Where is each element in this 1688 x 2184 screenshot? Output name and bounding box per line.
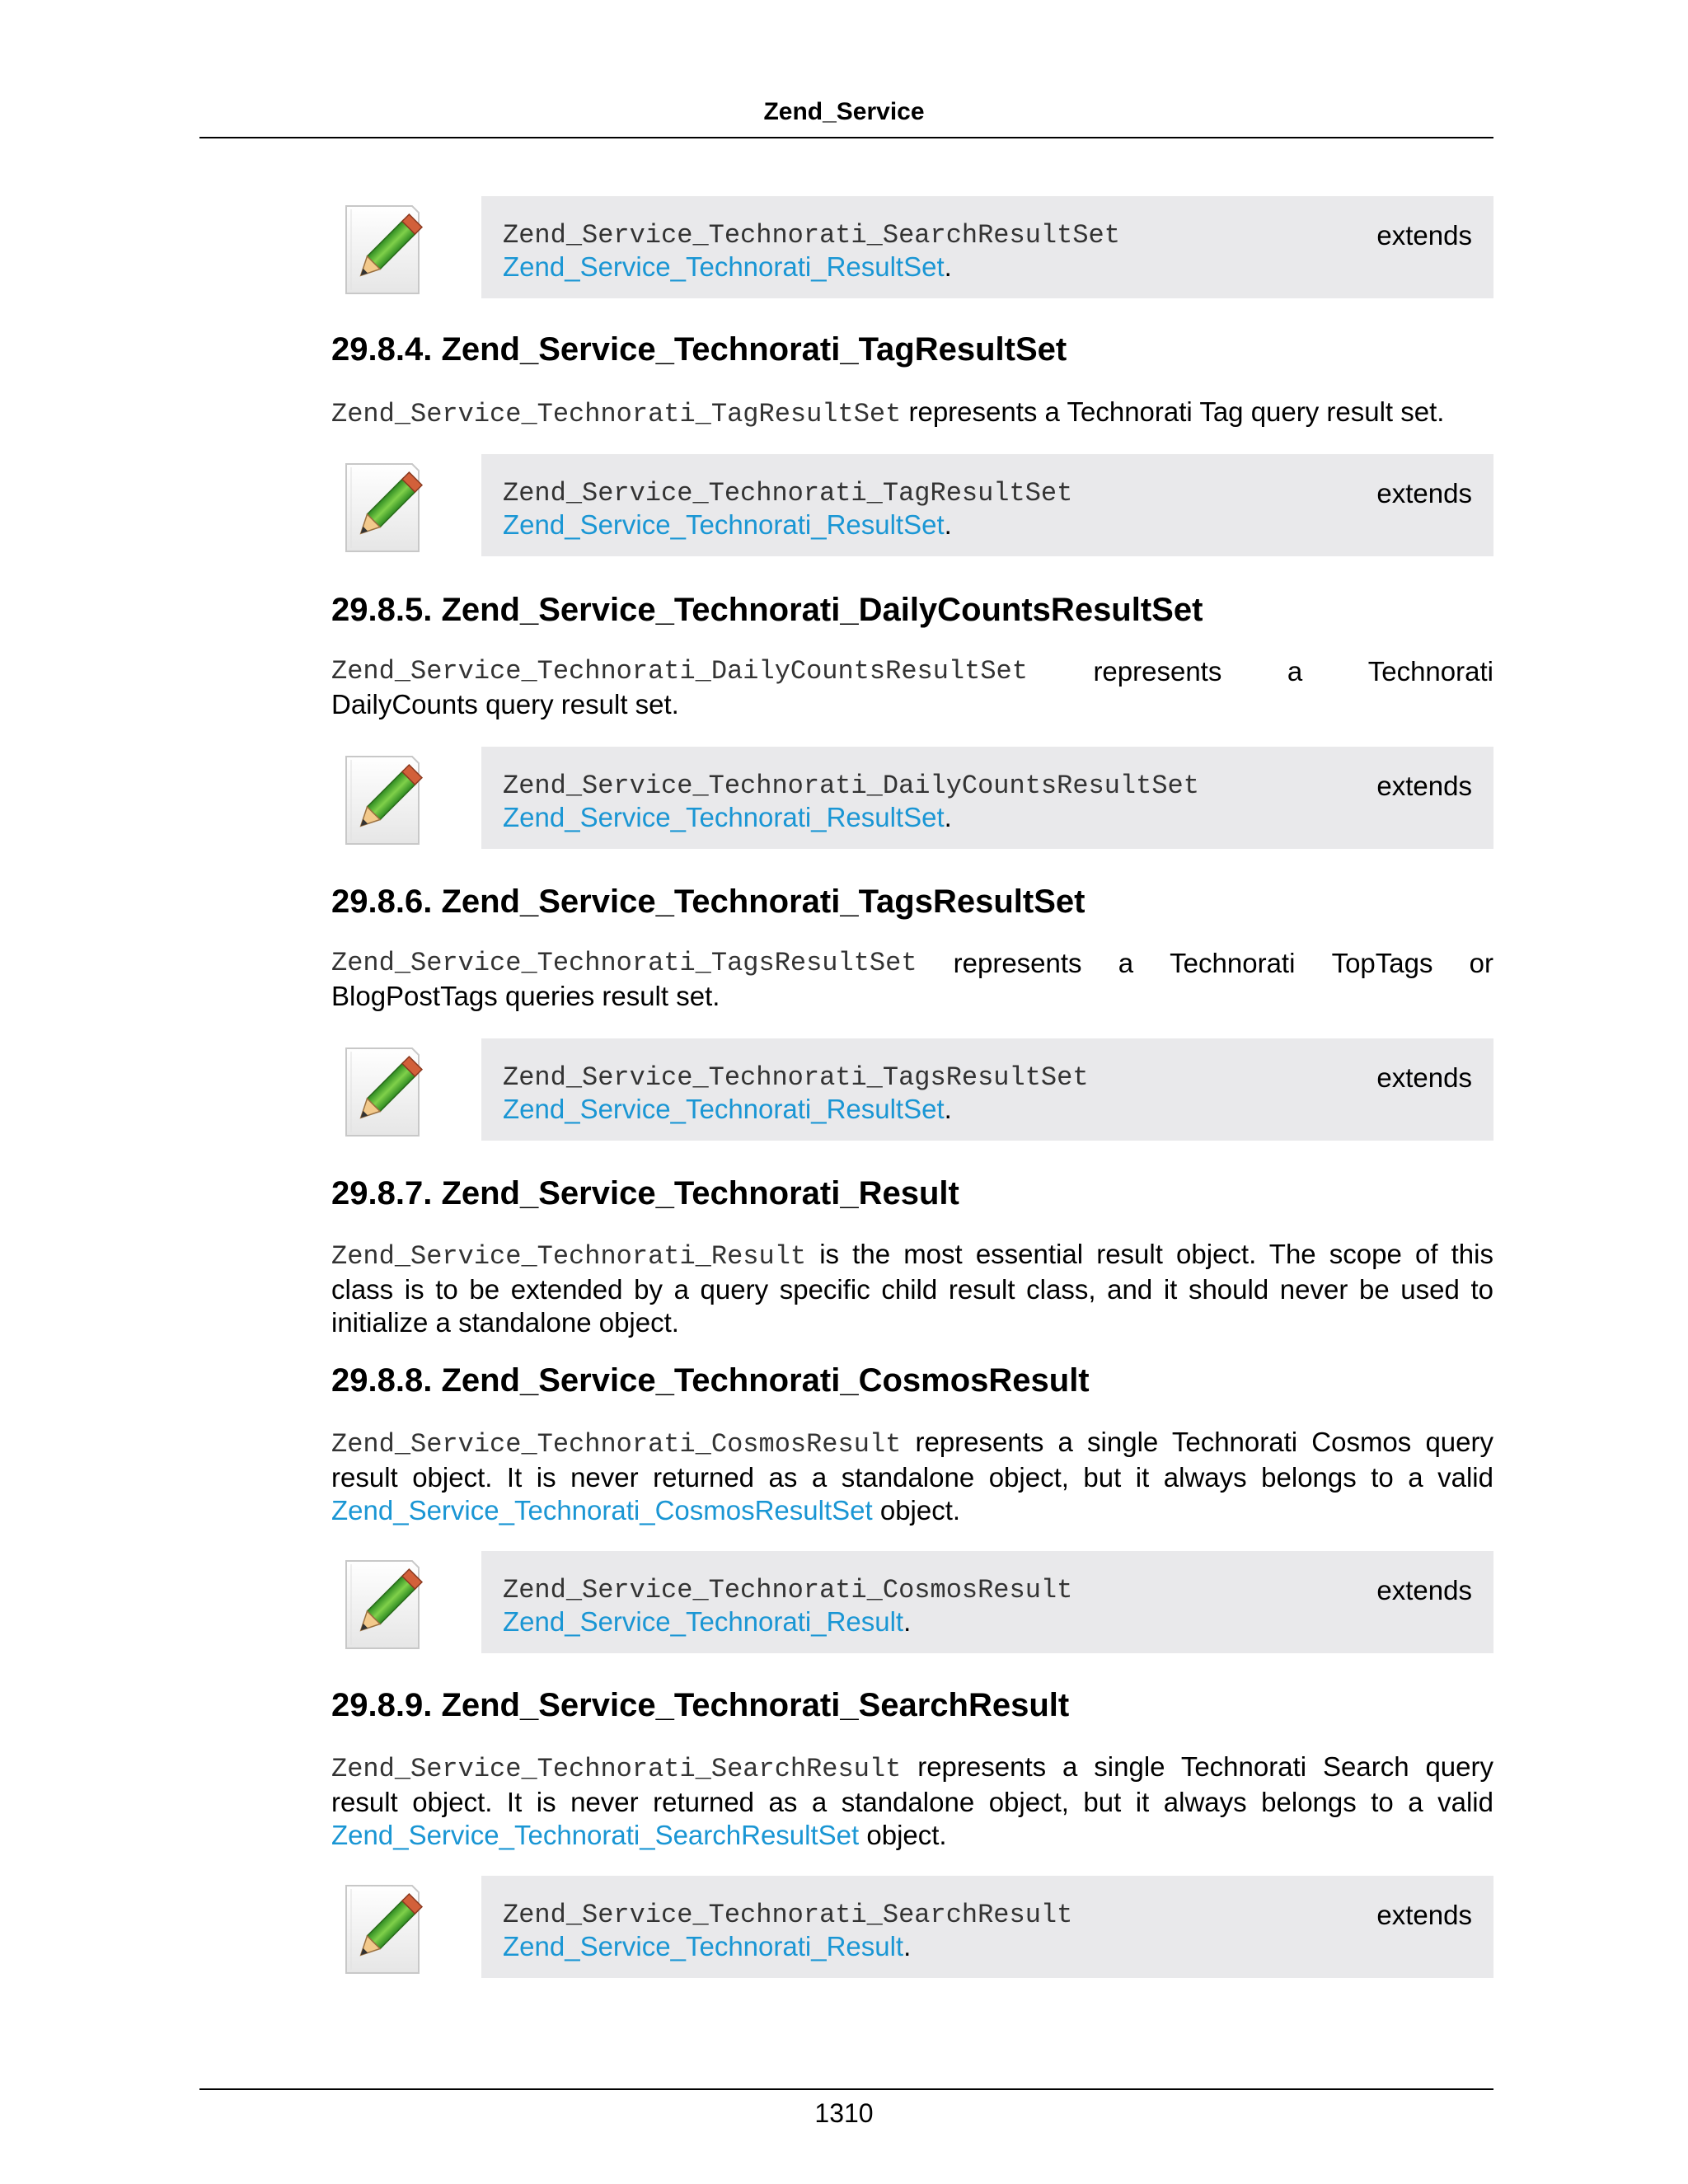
class-name-code: Zend_Service_Technorati_SearchResult (331, 1754, 902, 1784)
section-heading: 29.8.6. Zend_Service_Technorati_TagsResultSet (331, 883, 1085, 920)
note-extends-label: extends (1376, 220, 1472, 251)
note-callout (331, 1551, 1493, 1653)
section-heading: 29.8.9. Zend_Service_Technorati_SearchResult (331, 1687, 1070, 1723)
note-pencil-icon (336, 1043, 427, 1141)
note-box: Zend_Service_Technorati_SearchResult extends Zend_Service_Technorati_Result. (481, 1876, 1493, 1978)
note-parent-link[interactable]: Zend_Service_Technorati_ResultSet (503, 509, 945, 540)
note-extends-label: extends (1376, 1900, 1472, 1930)
note-extends-label: extends (1376, 1062, 1472, 1093)
section-paragraph: Zend_Service_Technorati_TagResultSet represents a Technorati Tag query result set. (331, 396, 1445, 429)
section-paragraph: Zend_Service_Technorati_CosmosResult represents a single Technorati Cosmos query result object. It is never returned as a standalone object, but it always belongs to a valid Zend_Service_Technorati_CosmosResultSet object. (331, 1427, 1493, 1526)
note-callout (331, 1876, 1493, 1978)
note-box: Zend_Service_Technorati_TagsResultSet extends Zend_Service_Technorati_ResultSet. (481, 1038, 1493, 1141)
note-parent-link[interactable]: Zend_Service_Technorati_ResultSet (503, 802, 945, 832)
search-result-set-link[interactable]: Zend_Service_Technorati_SearchResultSet (331, 1820, 860, 1850)
class-name-code: Zend_Service_Technorati_TagsResultSet (331, 948, 917, 978)
note-parent-link[interactable]: Zend_Service_Technorati_ResultSet (503, 1094, 945, 1124)
note-parent-link[interactable]: Zend_Service_Technorati_Result (503, 1606, 904, 1637)
cosmos-result-set-link[interactable]: Zend_Service_Technorati_CosmosResultSet (331, 1495, 873, 1526)
header-rule (199, 137, 1493, 138)
note-callout (331, 747, 1493, 849)
note-extends-label: extends (1376, 478, 1472, 509)
section-paragraph: Zend_Service_Technorati_Result is the most essential result object. The scope of this class is to be extended by a query specific child result class, and it should never be used to initialize a standalone object. (331, 1239, 1493, 1338)
class-name-code: Zend_Service_Technorati_CosmosResult (331, 1429, 902, 1460)
section-heading: 29.8.8. Zend_Service_Technorati_CosmosResult (331, 1362, 1090, 1399)
note-class-name: Zend_Service_Technorati_DailyCountsResultSet (503, 771, 1199, 801)
note-parent-link[interactable]: Zend_Service_Technorati_Result (503, 1931, 904, 1961)
note-class-name: Zend_Service_Technorati_TagsResultSet (503, 1062, 1089, 1093)
footer-rule (199, 2088, 1493, 2090)
note-extends-label: extends (1376, 771, 1472, 801)
section-paragraph: Zend_Service_Technorati_DailyCountsResultSet represents a Technorati DailyCounts query result set. (331, 656, 1493, 719)
note-class-name: Zend_Service_Technorati_TagResultSet (503, 478, 1073, 509)
note-class-name: Zend_Service_Technorati_SearchResult (503, 1900, 1073, 1930)
note-box: Zend_Service_Technorati_CosmosResult extends Zend_Service_Technorati_Result. (481, 1551, 1493, 1653)
note-extends-label: extends (1376, 1575, 1472, 1605)
note-callout (331, 454, 1493, 556)
running-header: Zend_Service (763, 98, 925, 125)
note-pencil-icon (336, 459, 427, 556)
class-name-code: Zend_Service_Technorati_DailyCountsResultSet (331, 656, 1028, 687)
class-name-code: Zend_Service_Technorati_TagResultSet (331, 399, 902, 429)
note-pencil-icon (336, 752, 427, 849)
note-callout (331, 196, 1493, 298)
note-class-name: Zend_Service_Technorati_SearchResultSet (503, 220, 1120, 251)
note-box: Zend_Service_Technorati_DailyCountsResultSet extends Zend_Service_Technorati_ResultSet. (481, 747, 1493, 849)
section-paragraph: Zend_Service_Technorati_SearchResult represents a single Technorati Search query result object. It is never returned as a standalone object, but it always belongs to a valid Zend_Service_Technorati_SearchResultSet object. (331, 1751, 1493, 1850)
note-box: Zend_Service_Technorati_SearchResultSet extends Zend_Service_Technorati_ResultSet. (481, 196, 1493, 298)
class-name-code: Zend_Service_Technorati_Result (331, 1241, 807, 1272)
section-paragraph: Zend_Service_Technorati_TagsResultSet represents a Technorati TopTags or BlogPostTags queries result set. (331, 948, 1493, 1011)
note-pencil-icon (336, 1881, 427, 1978)
note-parent-link[interactable]: Zend_Service_Technorati_ResultSet (503, 251, 945, 282)
note-pencil-icon (336, 1556, 427, 1653)
note-pencil-icon (336, 201, 427, 298)
section-heading: 29.8.4. Zend_Service_Technorati_TagResultSet (331, 331, 1067, 368)
note-callout (331, 1038, 1493, 1141)
section-heading: 29.8.7. Zend_Service_Technorati_Result (331, 1175, 959, 1212)
section-heading: 29.8.5. Zend_Service_Technorati_DailyCountsResultSet (331, 592, 1203, 628)
note-class-name: Zend_Service_Technorati_CosmosResult (503, 1575, 1073, 1605)
note-box: Zend_Service_Technorati_TagResultSet extends Zend_Service_Technorati_ResultSet. (481, 454, 1493, 556)
page-number: 1310 (814, 2098, 874, 2128)
